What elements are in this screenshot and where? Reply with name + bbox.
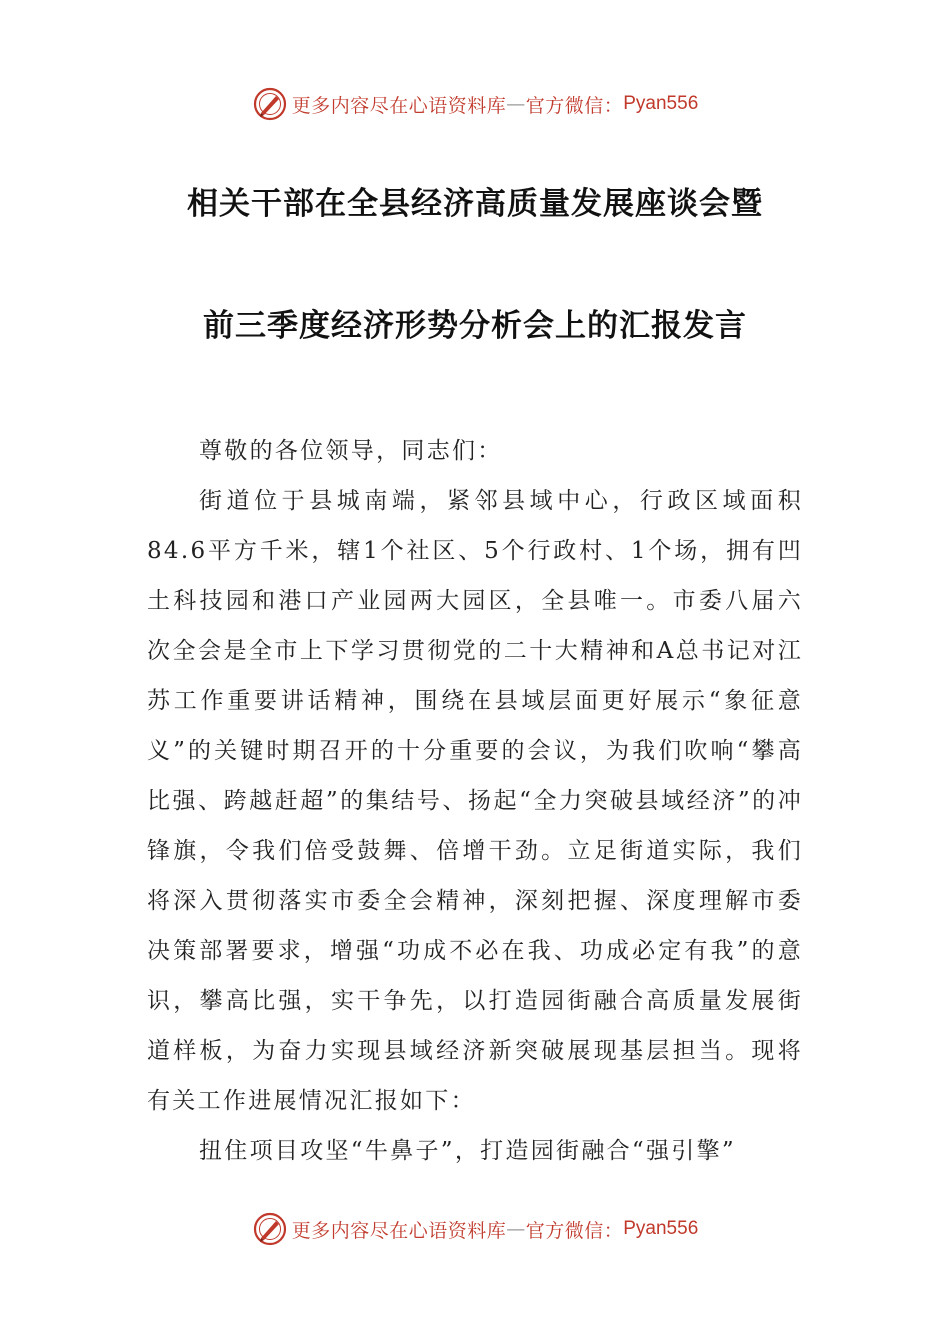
banner-account: Pyan556 bbox=[623, 93, 699, 114]
salutation: 尊敬的各位领导，同志们： bbox=[199, 438, 503, 464]
pen-logo-icon bbox=[252, 1211, 288, 1247]
footer-banner bbox=[0, 1209, 950, 1249]
banner-separator: — bbox=[506, 93, 526, 115]
document-title-line-2: 前三季度经济形势分析会上的汇报发言 bbox=[203, 308, 747, 344]
document-body bbox=[147, 426, 803, 1176]
banner-label: 官方微信： bbox=[525, 94, 624, 117]
body-paragraph: 街道位于县城南端，紧邻县域中心，行政区域面积84.6平方千米，辖1个社区、5个行政村、1个场，拥有凹土科技园和港口产业园两大园区，全县唯一。市委八届六次全会是全市上下学习贯彻党的二十大精神和A总书记对江苏工作重要讲话精神，围绕在县域层面更好展示“象征意义”的关键时期召开的十分重要的会议，为我们吹响“攀高比强、跨越赶超”的集结号、扬起“全力突破县域经济”的冲锋旗，令我们倍受鼓舞、倍增干劲。立足街道实际，我们将深入贯彻落实市委全会精神，深刻把握、深度理解市委决策部署要求，增强“功成不必在我、功成必定有我”的意识，攀高比强，实干争先，以打造园街融合高质量发展街道样板，为奋力实现县域经济新突破展现基层担当。现将有关工作进展情况汇报如下： bbox=[147, 488, 803, 1114]
document-title-line-1: 相关干部在全县经济高质量发展座谈会暨 bbox=[187, 186, 763, 222]
pen-logo-icon bbox=[252, 86, 288, 122]
banner-account: Pyan556 bbox=[623, 1218, 699, 1239]
banner-label: 官方微信： bbox=[525, 1219, 624, 1242]
banner-text: 更多内容尽在心语资料库 bbox=[291, 1219, 507, 1242]
banner-separator: — bbox=[506, 1218, 526, 1240]
banner-text: 更多内容尽在心语资料库 bbox=[291, 94, 507, 117]
section-heading: 扭住项目攻坚“牛鼻子”，打造园街融合“强引擎” bbox=[199, 1138, 736, 1164]
header-banner bbox=[0, 84, 950, 124]
